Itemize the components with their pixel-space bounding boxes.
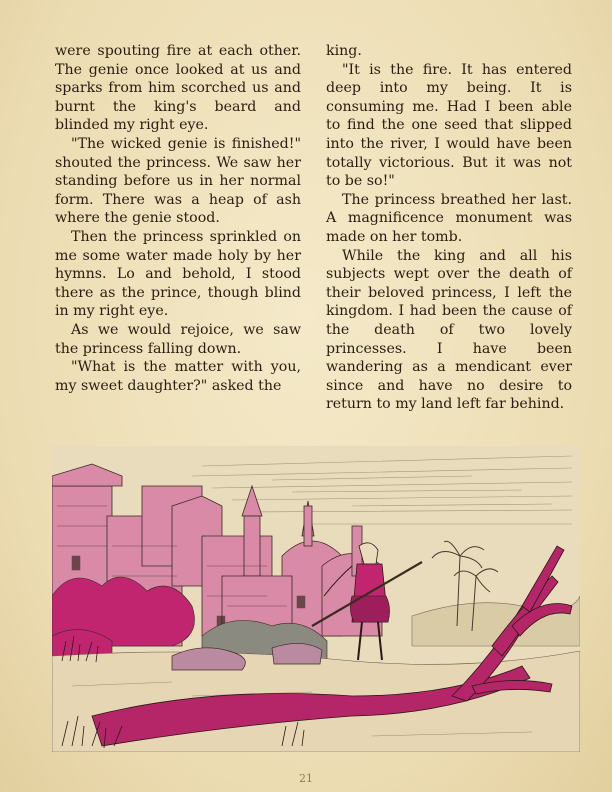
paragraph: While the king and all his subjects wept over the death of their beloved princess, I left the kingdom. I had been the cause of the death of two lovely princesses. I have been wandering as a mendicant ever since and have no desire to return to my land left far behind. — [326, 247, 572, 413]
right-text-column — [326, 42, 572, 414]
paragraph: "It is the fire. It has entered deep into my being. It is consuming me. Had I been able to find the one seed that slipped into the river, I would have been totally victorious. But it was not to be so!" — [326, 61, 572, 190]
paragraph: king. — [326, 43, 362, 59]
paragraph: "What is the matter with you, my sweet daughter?" asked the — [55, 359, 301, 394]
page-number: 21 — [299, 772, 313, 785]
mendicant-leaving-city-illustration — [52, 446, 580, 752]
paragraph: The princess breathed her last. A magnificence monument was made on her tomb. — [326, 191, 572, 245]
paragraph: "The wicked genie is finished!" shouted the princess. We saw her standing before us in her normal form. There was a heap of ash where the genie stood. — [55, 135, 301, 227]
paragraph: were spouting fire at each other. The genie once looked at us and sparks from him scorched us and burnt the king's beard and blinded my right eye. — [55, 43, 301, 134]
left-text-column — [55, 42, 301, 395]
paragraph: Then the princess sprinkled on me some water made holy by her hymns. Lo and behold, I stood there as the prince, though blind in my right eye. — [55, 228, 301, 320]
paragraph: As we would rejoice, we saw the princess falling down. — [55, 321, 301, 357]
